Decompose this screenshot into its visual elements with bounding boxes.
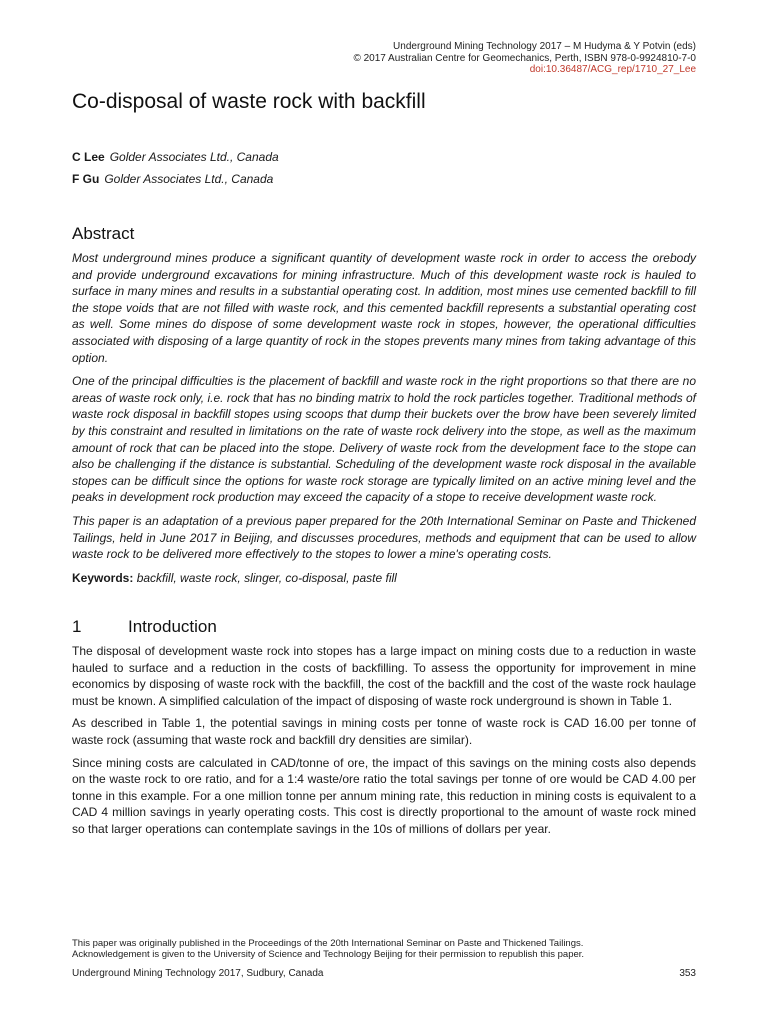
keywords [72, 570, 696, 587]
author-list [72, 146, 279, 190]
publication-footnote [72, 938, 696, 960]
keywords-label: Keywords: [72, 570, 134, 585]
body-paragraph: Since mining costs are calculated in CAD/tonne of ore, the impact of this savings on the mining costs also depends on the waste rock to ore ratio, and for a 1:4 waste/ore ratio the total savings per tonne of ore would be CAD 4.00 per tonne in this example. For a one million tonne per annum mining rate, this reduction in mining costs is equivalent to a CAD 4 million savings in yearly operating costs. This cost is directly proportional to the amount of waste rock mined so that larger operations can contemplate savings in the 10s of millions of dollars per year. [72, 755, 696, 836]
section-title: Introduction [128, 617, 217, 636]
author-entry [72, 168, 279, 190]
abstract-paragraph: One of the principal difficulties is the placement of backfill and waste rock in the right proportions so that there are no areas of waste rock only, i.e. rock that has no binding matrix to hold the rock particles together. Traditional methods of waste rock disposal in backfill stopes using scoops that dump their buckets over the brow have been severely limited by this constraint and resulted in limitations on the rate of waste rock delivery into the stope, as well as the maximum amount of rock that can be placed into the stope. Delivery of waste rock from the development face to the stope can also be challenging if the distance is substantial. Scheduling of the development waste rock disposal in the available stopes can be difficult since the options for waste rock storage are typically limited on an active mining level and the peaks in development rock production may exceed the capacity of a stope to receive development waste rock. [72, 374, 696, 505]
author-affiliation: Golder Associates Ltd., Canada [104, 172, 274, 186]
section-number: 1 [72, 617, 82, 636]
abstract-heading: Abstract [72, 224, 135, 243]
abstract-paragraph: This paper is an adaptation of a previous paper prepared for the 20th International Seminar on Paste and Thickened Tailings, held in June 2017 in Beijing, and discusses procedures, methods and equipment that can be used to allow waste rock to be delivered more effectively to the stopes to lower a mine's operating costs. [72, 513, 696, 562]
page-footer [72, 968, 696, 979]
footnote-line: This paper was originally published in the Proceedings of the 20th International Seminar on Paste and Thickened Tailings. [72, 938, 584, 949]
body-paragraph: As described in Table 1, the potential savings in mining costs per tonne of waste rock is CAD 16.00 per tonne of waste rock (assuming that waste rock and backfill dry densities are similar). [72, 716, 696, 747]
author-affiliation: Golder Associates Ltd., Canada [109, 150, 279, 164]
page-number: 353 [679, 968, 696, 979]
header-doi-link[interactable]: doi:10.36487/ACG_rep/1710_27_Lee [529, 64, 696, 75]
author-name: C Lee [72, 150, 105, 164]
header-proceedings: Underground Mining Technology 2017 – M Hudyma & Y Potvin (eds) [393, 41, 696, 52]
footnote-line: Acknowledgement is given to the University of Science and Technology Beijing for their permission to republish this paper. [72, 949, 585, 960]
introduction-heading [72, 617, 696, 637]
body-paragraph: The disposal of development waste rock into stopes has a large impact on mining costs due to a reduction in waste hauled to surface and a reduction in the costs of backfilling. To assess the opportunity for improvement in mine economics by disposing of waste rock with the backfill, the cost of the backfill and the cost of the waste rock haulage must be known. A simplified calculation of the impact of disposing of waste rock underground is shown in Table 1. [72, 644, 696, 708]
paper-title: Co-disposal of waste rock with backfill [72, 90, 426, 113]
author-entry [72, 146, 279, 168]
keywords-values: backfill, waste rock, slinger, co-disposal, paste fill [136, 570, 397, 585]
running-header [353, 41, 696, 76]
author-name: F Gu [72, 172, 100, 186]
abstract-section [72, 224, 696, 593]
header-copyright: © 2017 Australian Centre for Geomechanics, Perth, ISBN 978-0-9924810-7-0 [353, 52, 696, 64]
footer-conference: Underground Mining Technology 2017, Sudbury, Canada [72, 968, 324, 979]
introduction-section [72, 617, 696, 844]
abstract-paragraph: Most underground mines produce a significant quantity of development waste rock in order to access the orebody and provide underground excavations for mining infrastructure. Much of this development waste rock is hauled to surface in many mines and results in a substantial operating cost. In addition, most mines use cemented backfill to fill the stope voids that are not filled with waste rock, and this cemented backfill represents a substantial operating cost as well. Some mines do dispose of some development waste rock in stopes, however, the operational difficulties associated with disposing of a large quantity of rock in the stopes prevents many mines from taking advantage of this option. [72, 251, 696, 365]
